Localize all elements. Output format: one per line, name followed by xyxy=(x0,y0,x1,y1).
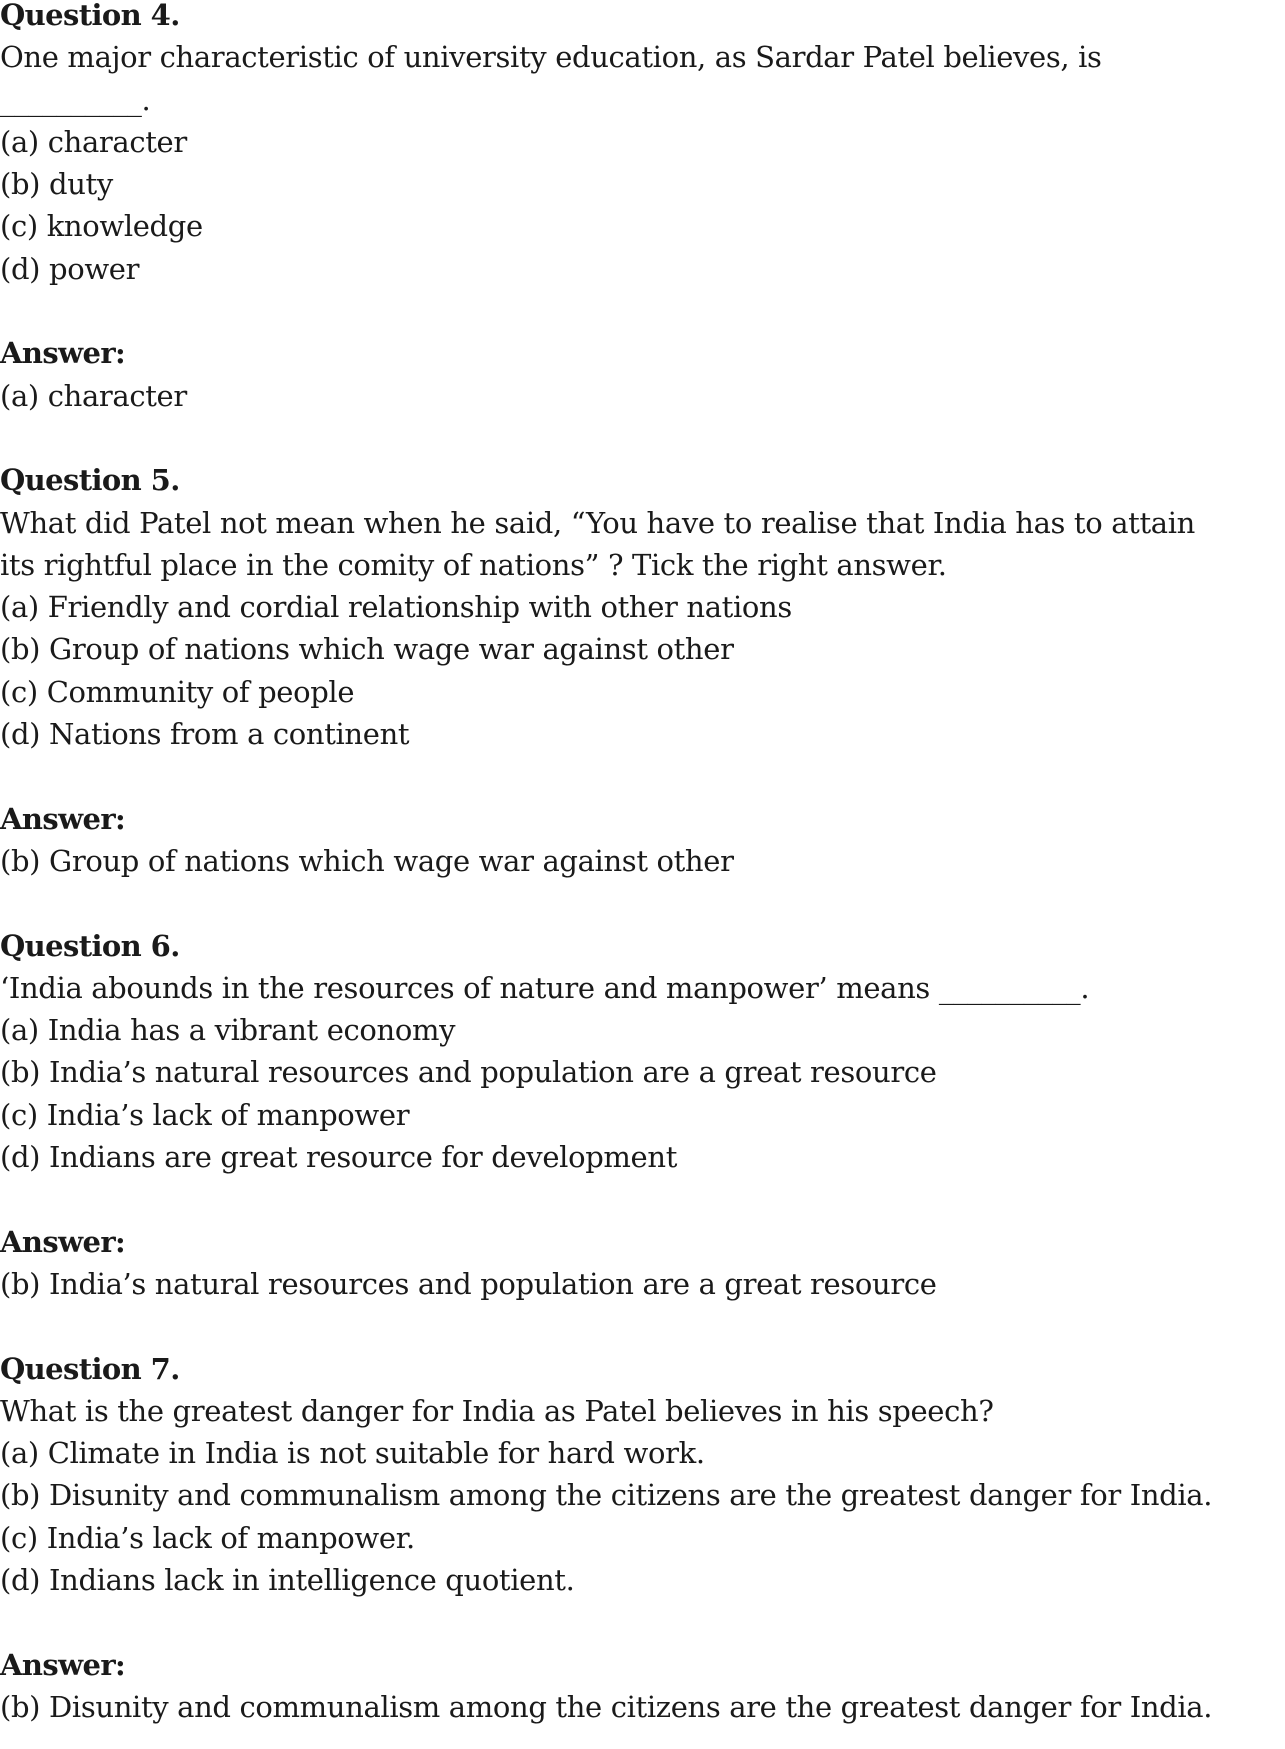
question-block-7 xyxy=(0,1348,1285,1729)
answer-text: (b) India’s natural resources and population are a great resource xyxy=(0,1266,937,1301)
option-d: (d) power xyxy=(0,251,140,286)
spacer xyxy=(0,1305,1285,1347)
option-b: (b) India’s natural resources and population are a great resource xyxy=(0,1055,937,1090)
question-prompt-line: What did Patel not mean when he said, “You have to realise that India has to attain xyxy=(0,505,1195,540)
question-prompt-line: One major characteristic of university education, as Sardar Patel believes, is xyxy=(0,40,1102,75)
answer-text: (b) Disunity and communalism among the citizens are the greatest danger for India. xyxy=(0,1689,1213,1724)
question-prompt-line: ‘India abounds in the resources of nature and manpower’ means __________. xyxy=(0,970,1090,1005)
question-prompt-line: What is the greatest danger for India as Patel believes in his speech? xyxy=(0,1393,994,1428)
option-a: (a) Friendly and cordial relationship with other nations xyxy=(0,590,792,625)
answer-text: (b) Group of nations which wage war against other xyxy=(0,843,734,878)
question-prompt-line: __________. xyxy=(0,82,151,117)
option-d: (d) Nations from a continent xyxy=(0,717,410,752)
option-a: (a) India has a vibrant economy xyxy=(0,1013,456,1048)
answer-label: Answer: xyxy=(0,801,126,836)
spacer xyxy=(0,1178,1285,1220)
spacer xyxy=(0,882,1285,924)
option-a: (a) Climate in India is not suitable for hard work. xyxy=(0,1436,705,1471)
option-c: (c) India’s lack of manpower xyxy=(0,1097,410,1132)
option-b: (b) Disunity and communalism among the citizens are the greatest danger for India. xyxy=(0,1478,1213,1513)
question-title: Question 7. xyxy=(0,1351,180,1386)
option-b: (b) duty xyxy=(0,167,113,202)
option-d: (d) Indians lack in intelligence quotient. xyxy=(0,1562,575,1597)
question-title: Question 4. xyxy=(0,0,180,32)
question-prompt-line: its rightful place in the comity of nations” ? Tick the right answer. xyxy=(0,547,947,582)
spacer xyxy=(0,755,1285,797)
answer-text: (a) character xyxy=(0,378,187,413)
option-c: (c) Community of people xyxy=(0,674,355,709)
question-title: Question 6. xyxy=(0,928,180,963)
spacer xyxy=(0,290,1285,332)
option-d: (d) Indians are great resource for development xyxy=(0,1140,677,1175)
option-c: (c) India’s lack of manpower. xyxy=(0,1520,415,1555)
question-title: Question 5. xyxy=(0,463,180,498)
answer-label: Answer: xyxy=(0,1647,126,1682)
answer-label: Answer: xyxy=(0,336,126,371)
question-block-5 xyxy=(0,459,1285,924)
spacer xyxy=(0,417,1285,459)
option-c: (c) knowledge xyxy=(0,209,203,244)
option-a: (a) character xyxy=(0,124,187,159)
spacer xyxy=(0,1601,1285,1643)
answer-label: Answer: xyxy=(0,1224,126,1259)
option-b: (b) Group of nations which wage war against other xyxy=(0,632,734,667)
question-block-4 xyxy=(0,0,1285,459)
question-block-6 xyxy=(0,925,1285,1348)
